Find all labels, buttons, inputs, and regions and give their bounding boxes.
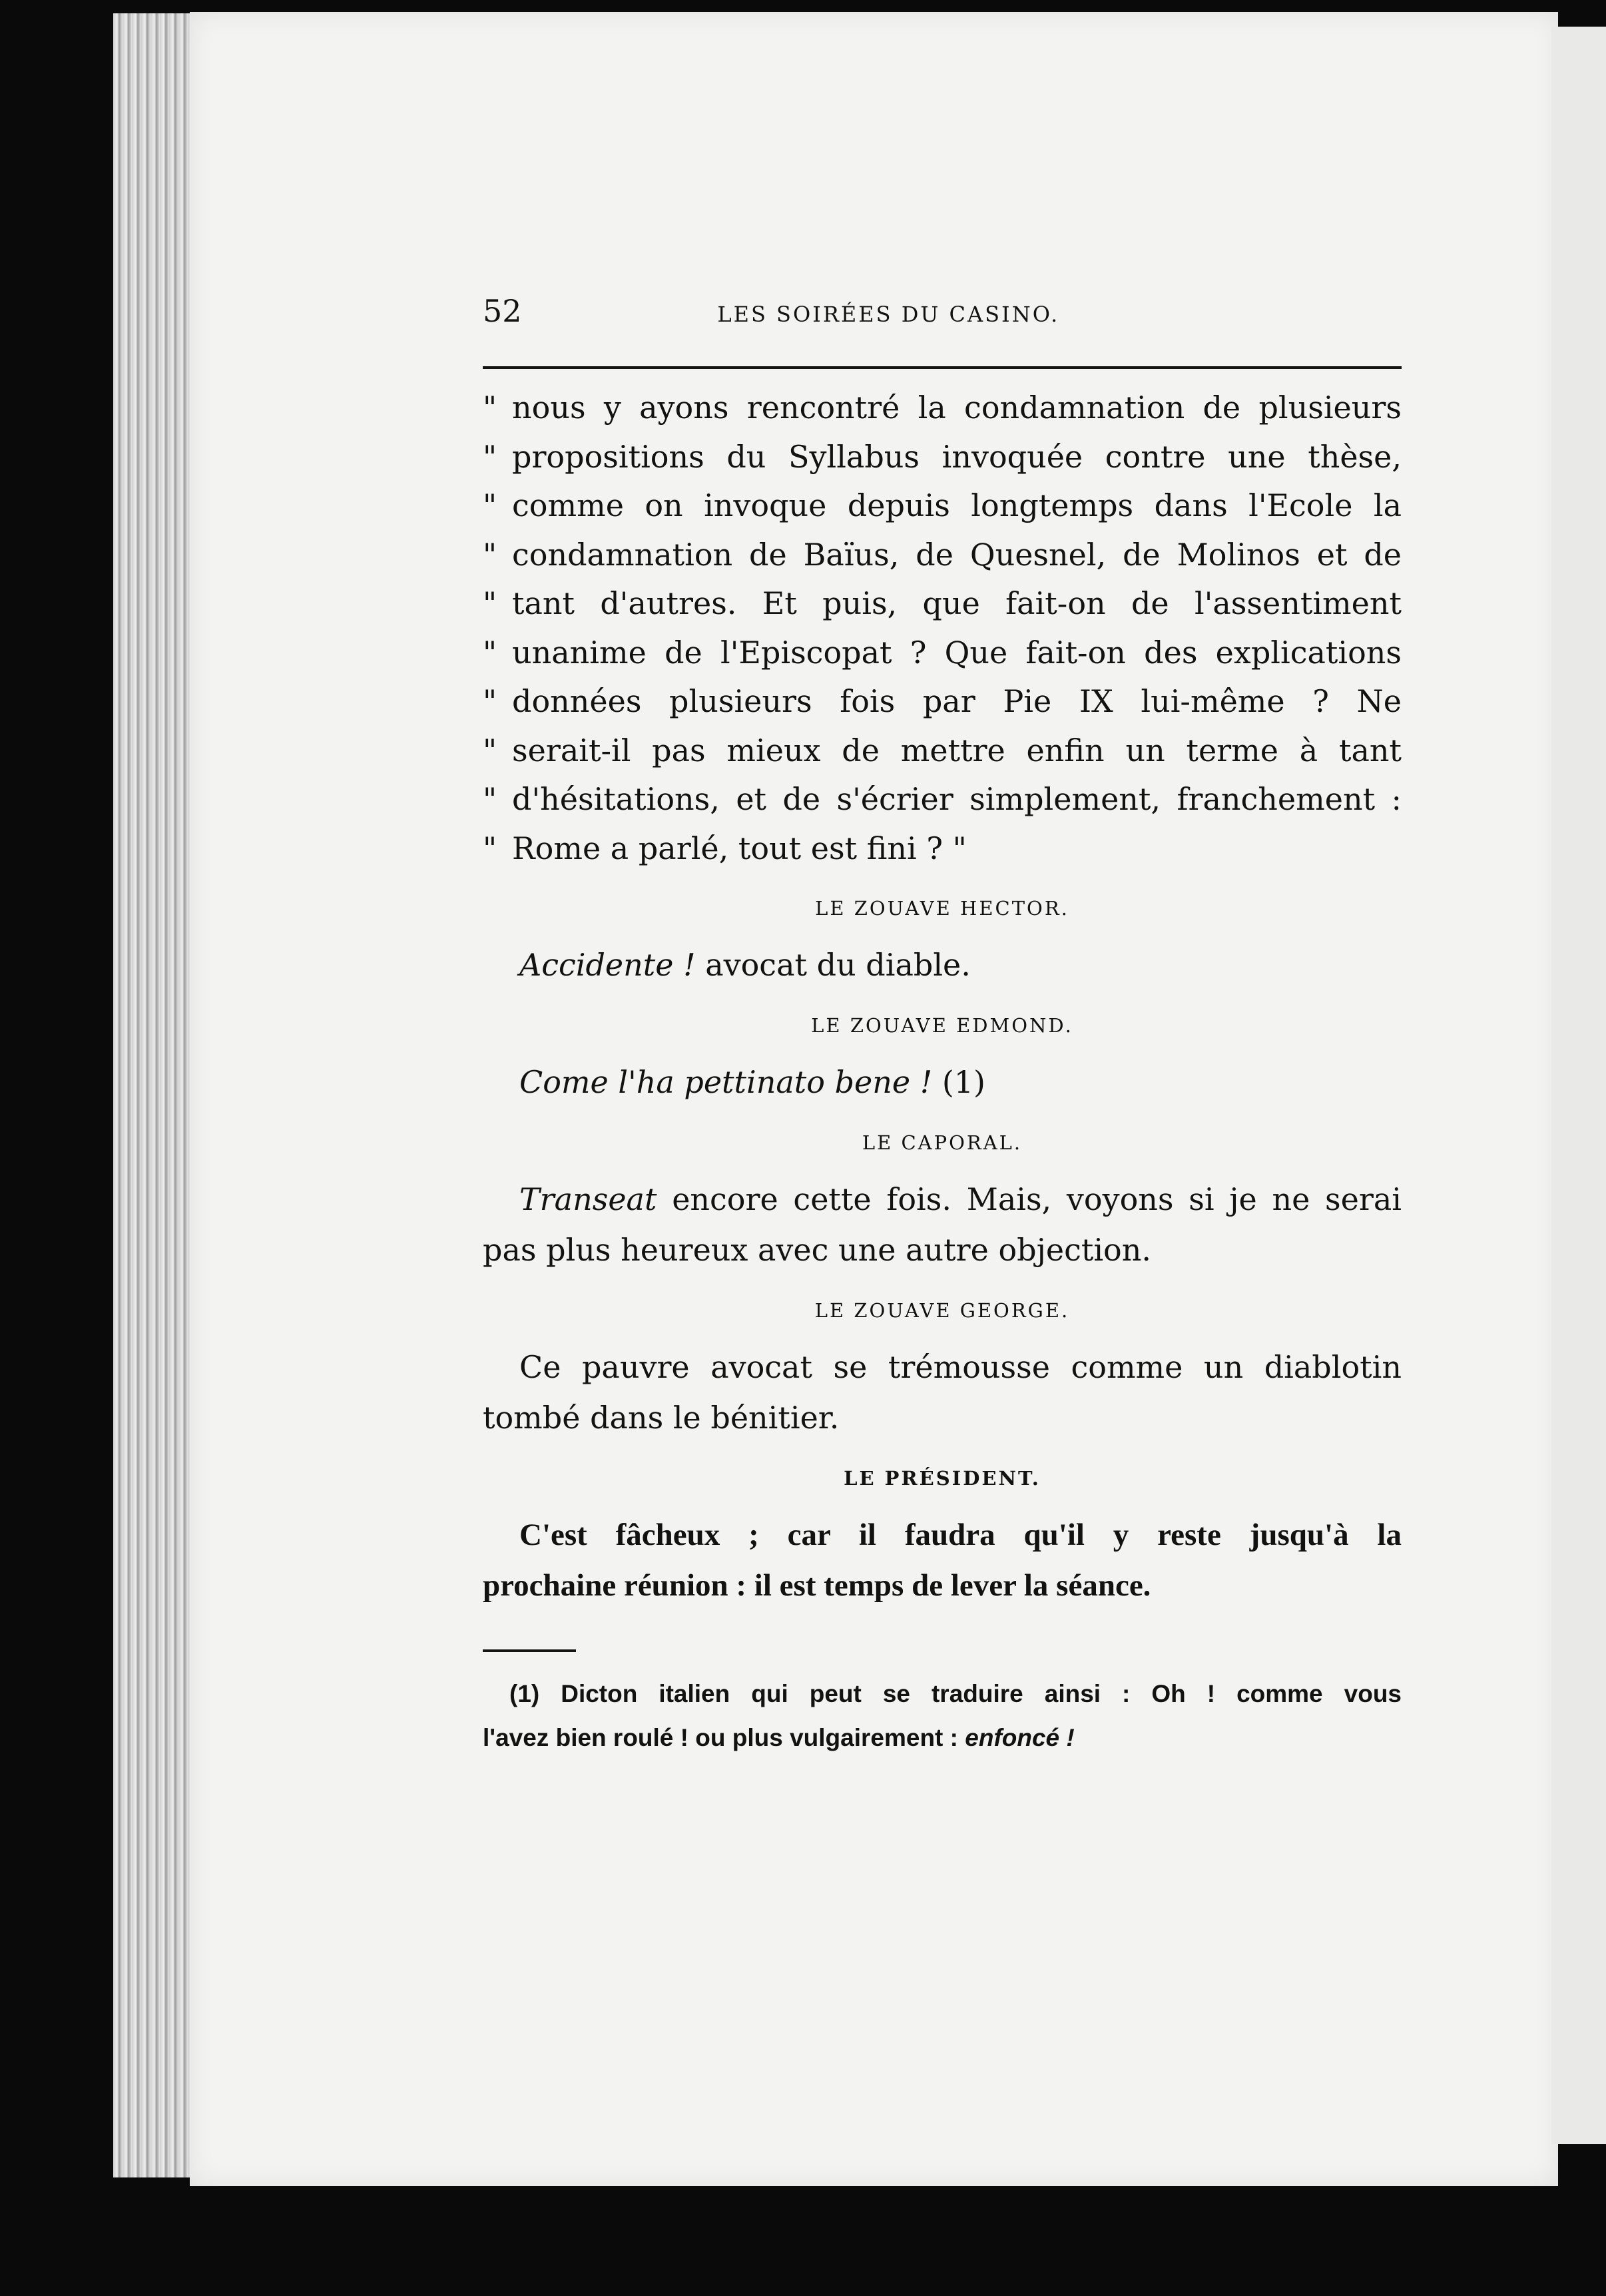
speech-hector: Accidente ! avocat du diable. xyxy=(519,947,971,983)
page-header xyxy=(483,293,1402,340)
quote-line: " serait-il pas mieux de mettre enfin un terme à tant xyxy=(483,732,1402,768)
speaker-edmond: LE ZOUAVE EDMOND. xyxy=(811,1014,1073,1037)
quote-line: " comme on invoque depuis longtemps dans l'Ecole la xyxy=(483,487,1402,523)
page-text xyxy=(483,293,1402,1760)
speaker-president: LE PRÉSIDENT. xyxy=(844,1467,1041,1490)
quote-line: " d'hésitations, et de s'écrier simplement, franchement : xyxy=(483,781,1402,817)
quote-line: " unanime de l'Episcopat ? Que fait-on des explications xyxy=(483,634,1402,671)
quote-line: " Rome a parlé, tout est fini ? " xyxy=(483,830,967,866)
speech-caporal: Transeat encore cette fois. Mais, voyons si je ne serai pas plus heureux avec une autre objection. xyxy=(483,1181,1402,1268)
header-rule xyxy=(483,366,1402,369)
book-page-edges xyxy=(113,13,193,2177)
quotation-block xyxy=(483,384,1402,873)
speech-president: C'est fâcheux ; car il faudra qu'il y reste jusqu'à la prochaine réunion : il est temps de lever la séance. xyxy=(483,1518,1402,1603)
footnote-rule xyxy=(483,1649,576,1652)
facing-page-edge xyxy=(1551,27,1606,2144)
quote-line: " données plusieurs fois par Pie IX lui-même ? Ne xyxy=(483,683,1402,719)
quote-line: " condamnation de Baïus, de Quesnel, de Molinos et de xyxy=(483,536,1402,573)
running-title: LES SOIRÉES DU CASINO. xyxy=(717,302,1060,327)
speech-edmond: Come l'ha pettinato bene ! (1) xyxy=(519,1064,985,1100)
quote-line: " propositions du Syllabus invoquée contre une thèse, xyxy=(483,438,1402,475)
quote-line: " tant d'autres. Et puis, que fait-on de l'assentiment xyxy=(483,585,1402,621)
speaker-caporal: LE CAPORAL. xyxy=(862,1131,1023,1154)
quote-line: " nous y ayons rencontré la condamnation de plusieurs xyxy=(483,390,1402,426)
speech-george: Ce pauvre avocat se trémousse comme un diablotin tombé dans le bénitier. xyxy=(483,1349,1402,1436)
speaker-hector: LE ZOUAVE HECTOR. xyxy=(815,897,1069,920)
footnote: (1) Dicton italien qui peut se traduire ainsi : Oh ! comme vous l'avez bien roulé ! ou plus vulgairement : enfoncé ! xyxy=(483,1680,1402,1751)
speaker-george: LE ZOUAVE GEORGE. xyxy=(814,1299,1070,1322)
page-number: 52 xyxy=(483,293,522,329)
